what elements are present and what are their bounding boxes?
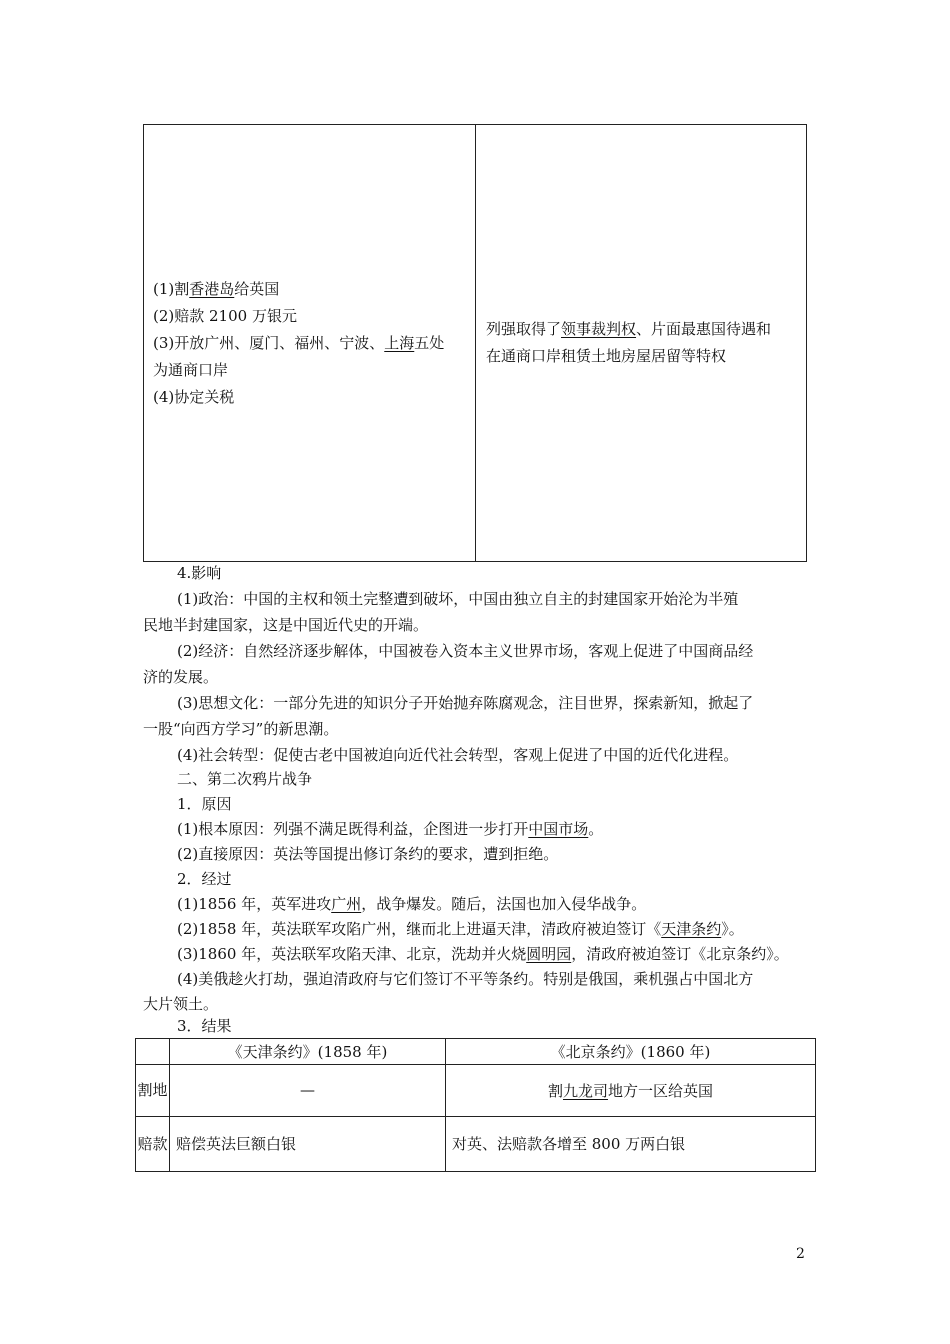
process-1860: (3)1860 年，英法联军攻陷天津、北京，洗劫并火烧圆明园，清政府被迫签订《北京条约》。 — [177, 945, 789, 963]
section-heading: 二、第二次鸦片战争 — [177, 770, 313, 788]
impact-culture-cont: 一股“向西方学习”的新思潮。 — [143, 720, 339, 738]
process-us-russia: (4)美俄趁火打劫，强迫清政府与它们签订不平等条约。特别是俄国，乘机强占中国北方 — [177, 970, 754, 988]
term-3-cont: 为通商口岸 — [153, 360, 229, 379]
supplementary-terms-cell — [476, 125, 806, 561]
process-1856: (1)1856 年，英军进攻广州，战争爆发。随后，法国也加入侵华战争。 — [177, 895, 647, 913]
treaty-table — [143, 124, 807, 562]
tianjin-indemnity: 赔偿英法巨额白银 — [170, 1116, 446, 1171]
impact-society: (4)社会转型：促使古老中国被迫向近代社会转型，客观上促进了中国的近代化进程。 — [177, 746, 739, 764]
term-3: (3)开放广州、厦门、福州、宁波、上海五处 — [153, 333, 445, 352]
treaty-terms-cell — [144, 125, 476, 561]
beijing-header: 《北京条约》(1860 年) — [446, 1039, 816, 1065]
cause-root: (1)根本原因：列强不满足既得利益，企图进一步打开中国市场。 — [177, 820, 604, 838]
term-4: (4)协定关税 — [153, 387, 235, 406]
page-number: 2 — [796, 1246, 805, 1262]
row-label-land: 割地 — [136, 1065, 170, 1116]
process-heading: 2．经过 — [177, 870, 232, 888]
result-heading: 3．结果 — [177, 1017, 232, 1035]
process-1858: (2)1858 年，英法联军攻陷广州，继而北上进逼天津，清政府被迫签订《天津条约》。 — [177, 920, 744, 938]
term-1: (1)割香港岛给英国 — [153, 279, 280, 298]
impact-politics-cont: 民地半封建国家，这是中国近代史的开端。 — [143, 616, 429, 634]
impact-culture: (3)思想文化：一部分先进的知识分子开始抛弃陈腐观念，注目世界，探索新知，掀起了 — [177, 694, 754, 712]
impact-economy: (2)经济：自然经济逐步解体，中国被卷入资本主义世界市场，客观上促进了中国商品经 — [177, 642, 754, 660]
tianjin-land: — — [170, 1065, 446, 1116]
cause-direct: (2)直接原因：英法等国提出修订条约的要求，遭到拒绝。 — [177, 845, 559, 863]
beijing-land: 割九龙司地方一区给英国 — [446, 1065, 816, 1116]
impact-economy-cont: 济的发展。 — [143, 668, 219, 686]
supplementary-terms-text: 列强取得了领事裁判权、片面最惠国待遇和 在通商口岸租赁土地房屋居留等特权 — [486, 320, 772, 365]
impact-politics: (1)政治：中国的主权和领土完整遭到破坏，中国由独立自主的封建国家开始沦为半殖 — [177, 590, 739, 608]
row-label-indemnity: 赔款 — [136, 1116, 170, 1171]
treaty-terms-text — [153, 276, 444, 411]
tianjin-header: 《天津条约》(1858 年) — [170, 1039, 446, 1065]
term-2: (2)赔款 2100 万银元 — [153, 306, 297, 325]
process-us-russia-cont: 大片领土。 — [143, 995, 219, 1013]
corner-cell — [136, 1039, 170, 1065]
impact-heading: 4.影响 — [177, 564, 222, 582]
beijing-indemnity: 对英、法赔款各增至 800 万两白银 — [446, 1116, 816, 1171]
cause-heading: 1．原因 — [177, 795, 232, 813]
result-table — [135, 1038, 816, 1172]
